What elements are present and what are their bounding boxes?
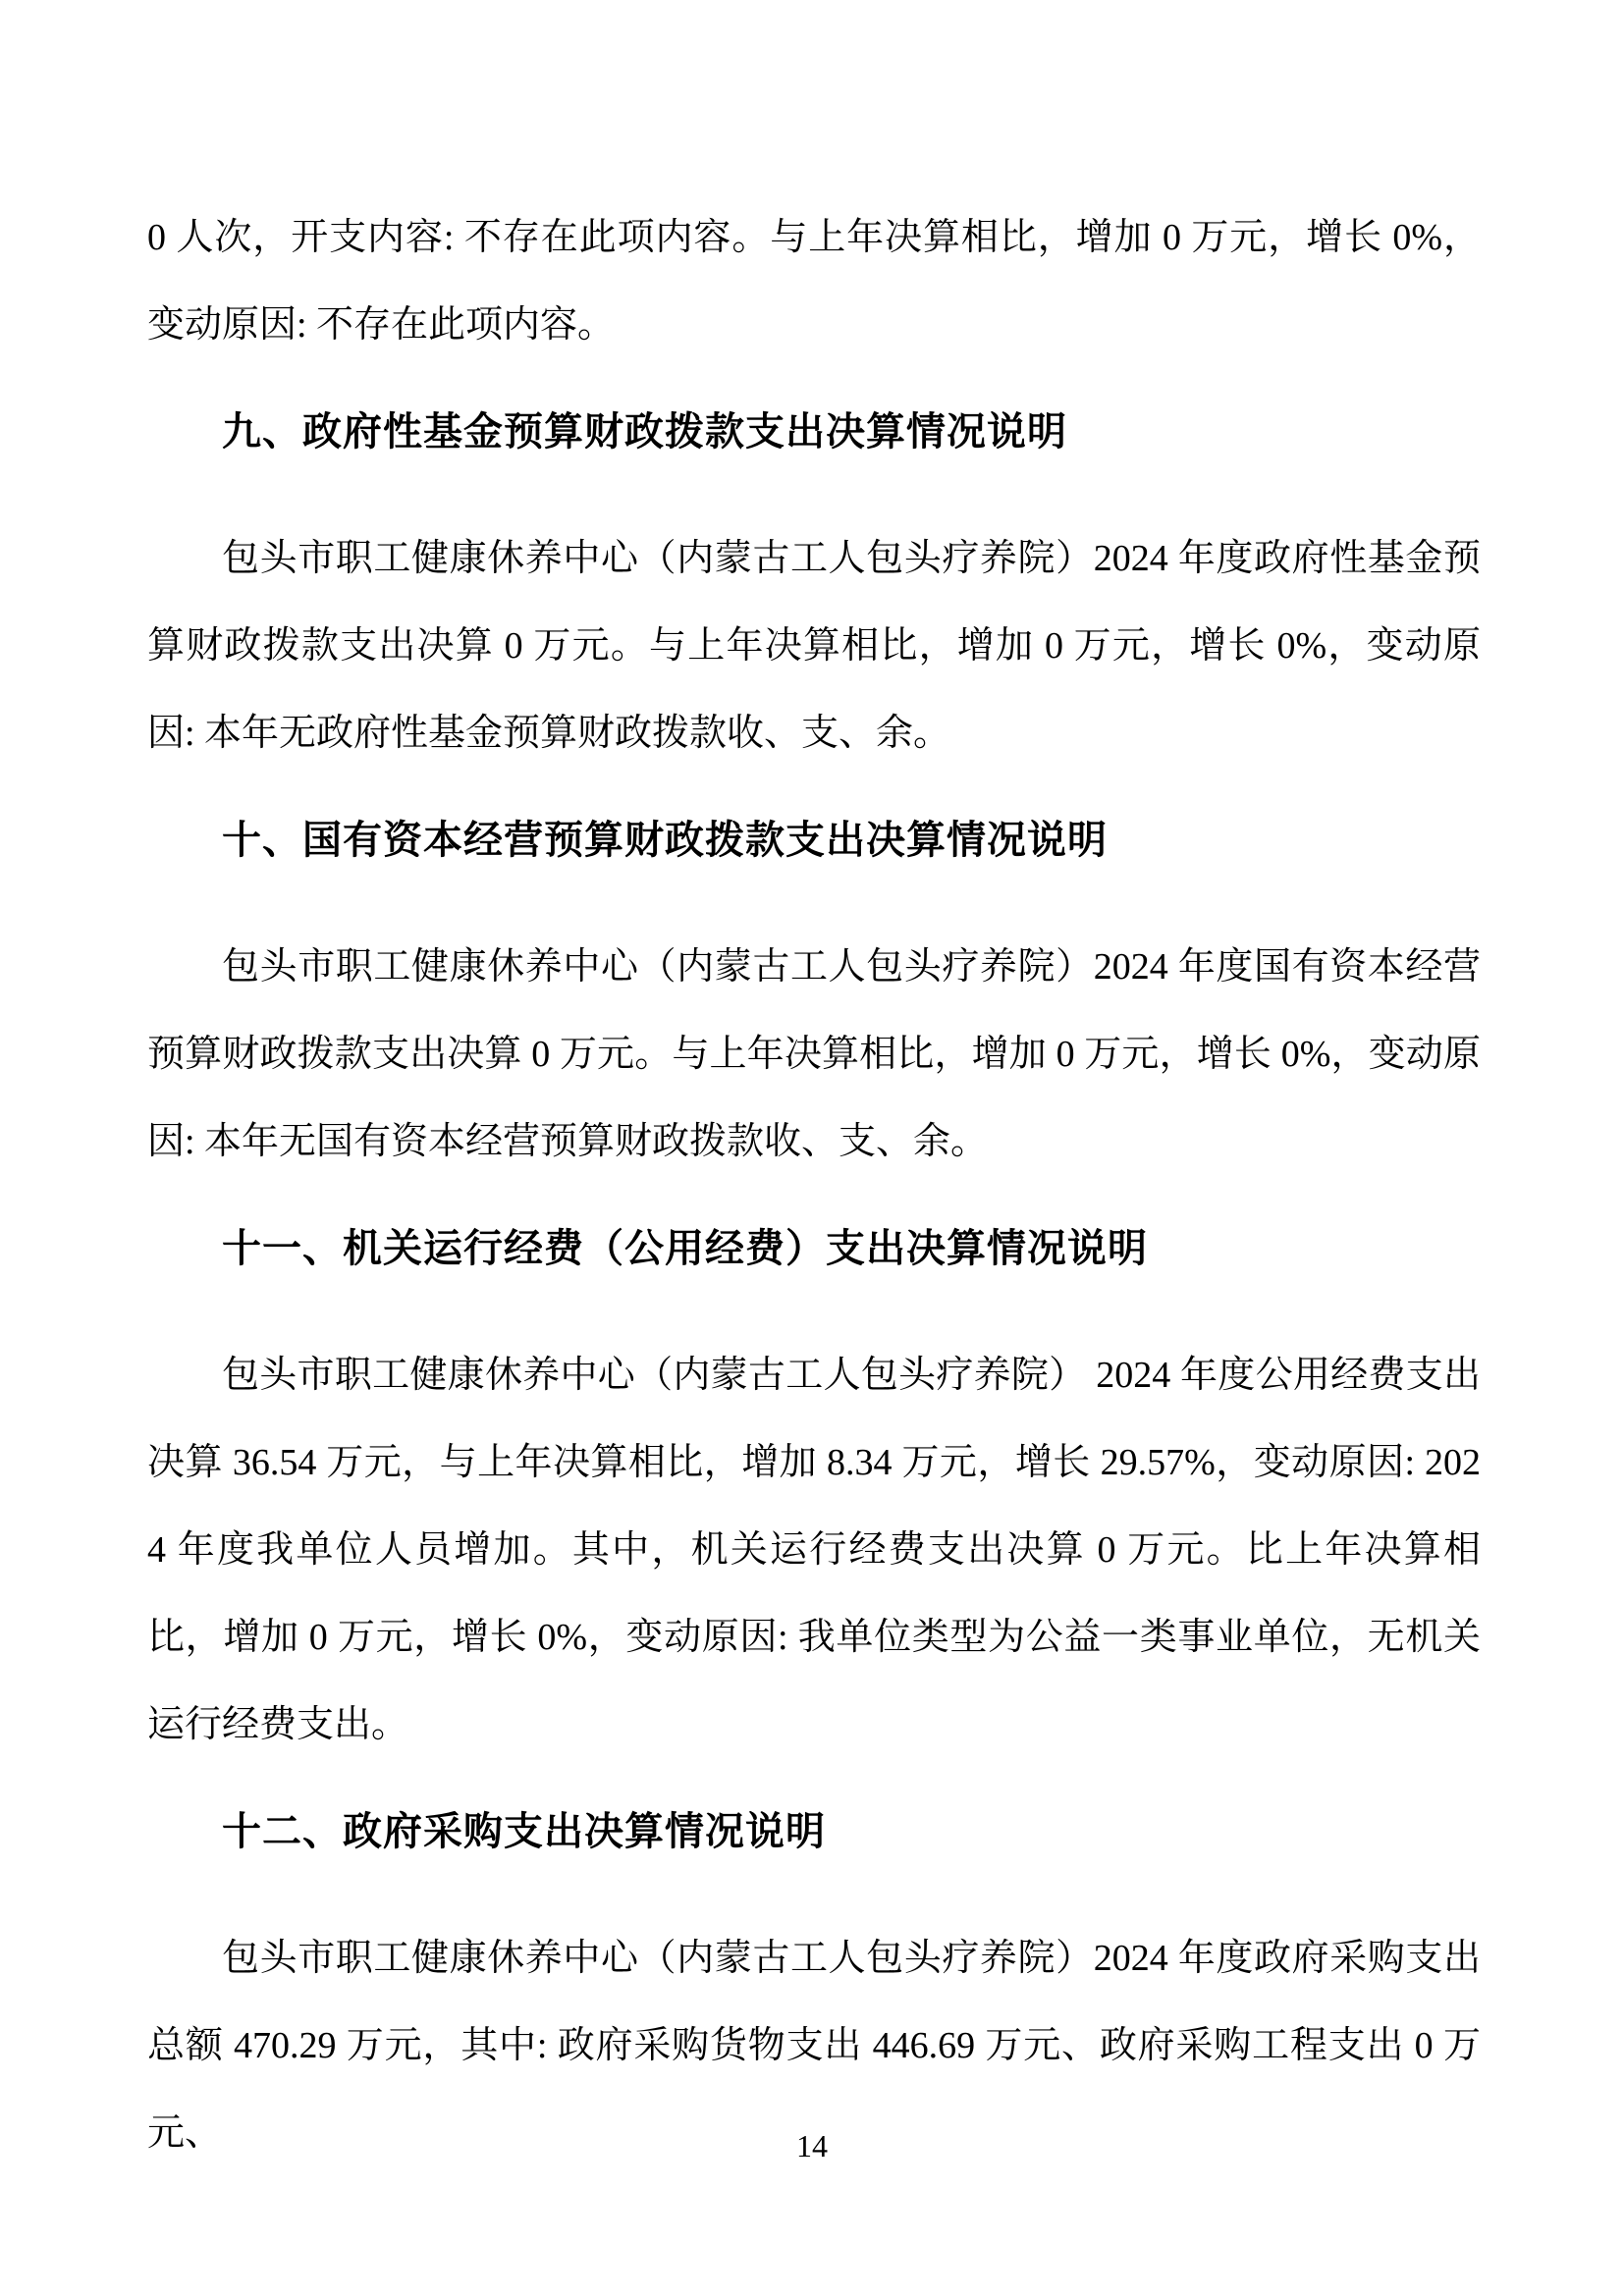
page-footer bbox=[0, 2128, 1624, 2164]
continuation-paragraph: 0 人次，开支内容: 不存在此项内容。与上年决算相比，增加 0 万元，增长 0%，变动原因: 不存在此项内容。 bbox=[147, 217, 1481, 346]
section-paragraph-11: 包头市职工健康休养中心（内蒙古工人包头疗养院） 2024 年度公用经费支出决算 36.54 万元，与上年决算相比，增加 8.34 万元，增长 29.57%，变动原因: 2024 年度我单位人员增加。其中，机关运行经费支出决算 0 万元。比上年决算相比，增加 0 万元，增长 0%，变动原因: 我单位类型为公益一类事业单位，无机关运行经费支出。 bbox=[147, 1355, 1481, 1745]
section-heading-10: 十、国有资本经营预算财政拨款支出决算情况说明 bbox=[222, 819, 1108, 862]
page-number: 14 bbox=[796, 2128, 828, 2163]
section-paragraph-12: 包头市职工健康休养中心（内蒙古工人包头疗养院）2024 年度政府采购支出总额 470.29 万元，其中: 政府采购货物支出 446.69 万元、政府采购工程支出 0 万元、 bbox=[147, 1938, 1481, 2154]
section-paragraph-9: 包头市职工健康休养中心（内蒙古工人包头疗养院）2024 年度政府性基金预算财政拨款支出决算 0 万元。与上年决算相比，增加 0 万元，增长 0%，变动原因: 本年无政府性基金预算财政拨款收、支、余。 bbox=[147, 538, 1481, 754]
section-heading-11: 十一、机关运行经费（公用经费）支出决算情况说明 bbox=[222, 1227, 1148, 1270]
section-paragraph-10: 包头市职工健康休养中心（内蒙古工人包头疗养院）2024 年度国有资本经营预算财政拨款支出决算 0 万元。与上年决算相比，增加 0 万元，增长 0%，变动原因: 本年无国有资本经营预算财政拨款收、支、余。 bbox=[147, 946, 1481, 1162]
section-heading-9: 九、政府性基金预算财政拨款支出决算情况说明 bbox=[222, 410, 1067, 454]
section-heading-12: 十二、政府采购支出决算情况说明 bbox=[222, 1810, 826, 1853]
